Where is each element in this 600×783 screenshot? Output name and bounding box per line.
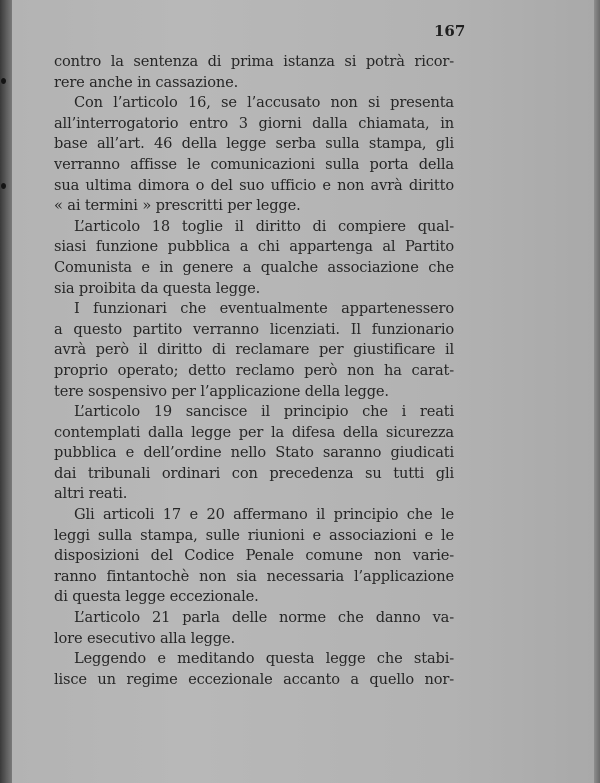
binding-hole: [1, 78, 6, 84]
text-line: « ai termini » prescritti per legge.: [54, 197, 301, 215]
text-line: leggi sulla stampa, sulle riunioni e associazioni e le: [54, 526, 454, 544]
text-line: lore esecutivo alla legge.: [54, 629, 235, 647]
text-line: verranno affisse le comunicazioni sulla porta della: [54, 155, 454, 173]
text-line: altri reati.: [54, 485, 128, 503]
page-number: 167: [434, 22, 466, 40]
text-line: Comunista e in genere a qualche associazione che: [54, 258, 454, 276]
text-line: a questo partito verranno licenziati. Il funzionario: [54, 320, 454, 338]
text-line: disposizioni del Codice Penale comune non varie-: [54, 547, 454, 565]
text-line: base all’art. 46 della legge serba sulla stampa, gli: [54, 135, 454, 153]
text-line: Leggendo e meditando questa legge che stabi-: [74, 650, 454, 668]
text-line: sua ultima dimora o del suo ufficio e non avrà diritto: [54, 176, 454, 194]
text-line: di questa legge eccezionale.: [54, 588, 259, 606]
body-text: [54, 52, 454, 690]
paragraph: [54, 649, 454, 690]
text-line: dai tribunali ordinari con precedenza su tutti gli: [54, 464, 454, 482]
page-right-edge: [594, 0, 600, 783]
paragraph: [54, 217, 454, 299]
text-line: sia proibita da questa legge.: [54, 279, 261, 297]
text-line: ranno fintantochè non sia necessaria l’applicazione: [54, 567, 454, 585]
paragraph: [54, 608, 454, 649]
text-line: all’interrogatorio entro 3 giorni dalla chiamata, in: [54, 114, 454, 132]
text-line: tere sospensivo per l’applicazione della legge.: [54, 382, 389, 400]
text-line: L’articolo 18 toglie il diritto di compiere qual-: [74, 217, 454, 235]
paragraph: [54, 299, 454, 402]
paragraph: [54, 402, 454, 505]
text-line: Gli articoli 17 e 20 affermano il principio che le: [74, 506, 454, 524]
binding-hole: [1, 183, 6, 189]
text-line: proprio operato; detto reclamo però non ha carat-: [54, 361, 454, 379]
text-line: rere anche in cassazione.: [54, 73, 239, 91]
text-line: Con l’articolo 16, se l’accusato non si presenta: [74, 94, 454, 112]
text-line: I funzionari che eventualmente appartenessero: [74, 300, 454, 318]
text-line: avrà però il diritto di reclamare per giustificare il: [54, 341, 454, 359]
text-line: L’articolo 21 parla delle norme che danno va-: [74, 609, 454, 627]
text-line: contemplati dalla legge per la difesa della sicurezza: [54, 423, 454, 441]
paragraph: [54, 52, 454, 93]
book-spine-edge: [0, 0, 12, 783]
paragraph: [54, 93, 454, 217]
paragraph: [54, 505, 454, 608]
text-line: pubblica e dell’ordine nello Stato saranno giudicati: [54, 444, 454, 462]
text-line: lisce un regime eccezionale accanto a quello nor-: [54, 670, 454, 688]
text-line: L’articolo 19 sancisce il principio che i reati: [74, 403, 454, 421]
text-line: contro la sentenza di prima istanza si potrà ricor-: [54, 53, 454, 70]
text-line: siasi funzione pubblica a chi appartenga al Partito: [54, 238, 454, 256]
